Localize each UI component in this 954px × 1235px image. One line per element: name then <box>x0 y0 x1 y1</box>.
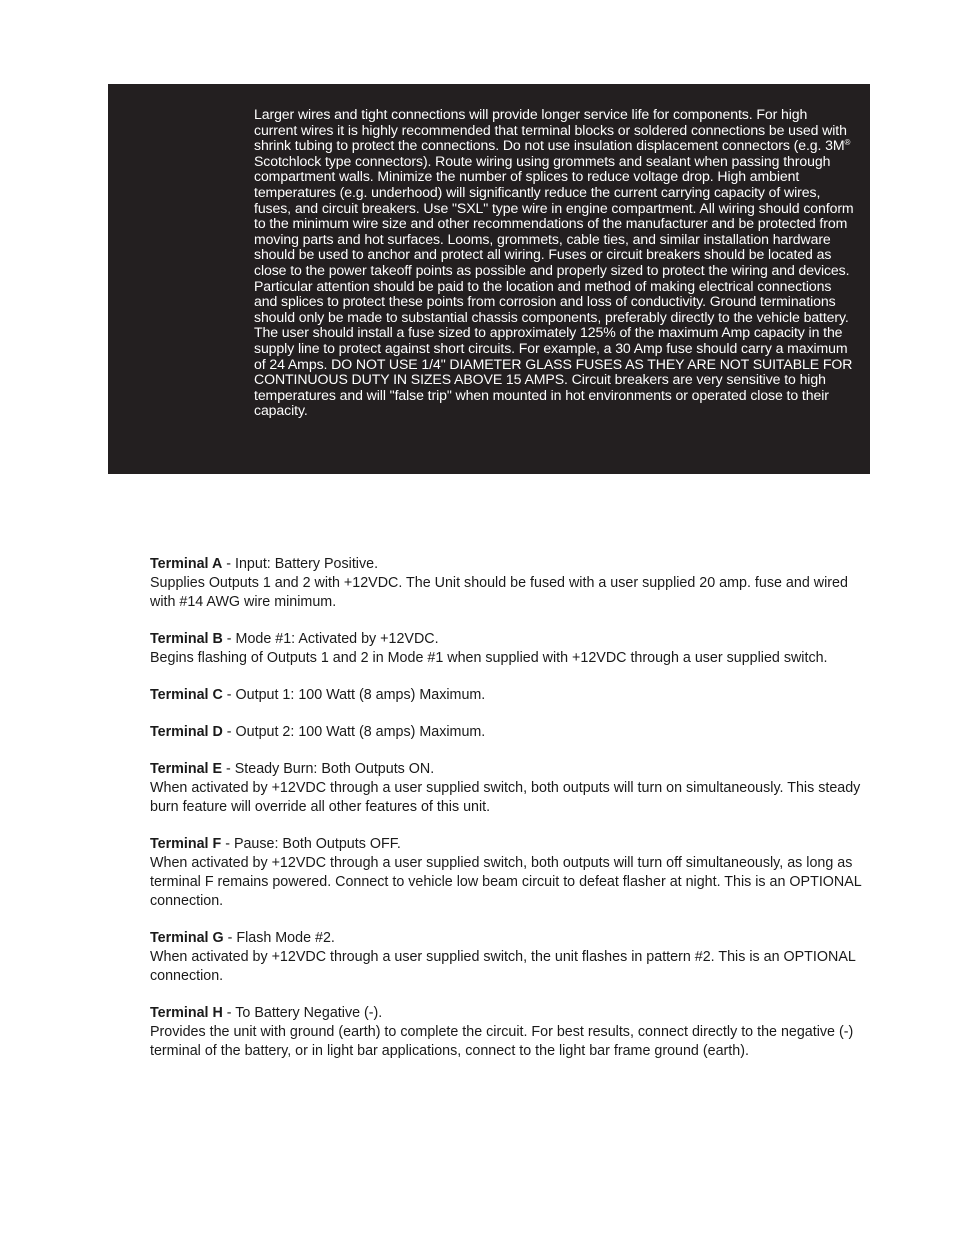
terminal-b-description: Begins flashing of Outputs 1 and 2 in Mode #1 when supplied with +12VDC through a user supplied switch. <box>150 650 828 666</box>
terminal-b-label: Terminal B <box>150 631 223 647</box>
terminal-a-summary: - Input: Battery Positive. <box>222 556 379 572</box>
terminal-d <box>150 723 874 742</box>
terminal-e-description: When activated by +12VDC through a user supplied switch, both outputs will turn on simultaneously. This steady burn feature will override all other features of this unit. <box>150 780 861 815</box>
terminal-d-summary: - Output 2: 100 Watt (8 amps) Maximum. <box>222 724 486 740</box>
terminal-d-heading <box>150 723 874 742</box>
terminal-d-label: Terminal D <box>150 724 223 740</box>
wiring-notice-box <box>108 84 870 474</box>
terminal-f-description: When activated by +12VDC through a user supplied switch, both outputs will turn off simultaneously, as long as terminal F remains powered. Connect to vehicle low beam circuit to defeat flasher at night. This is an OPTIONAL connection. <box>150 855 862 909</box>
terminal-descriptions <box>150 555 874 1061</box>
terminal-g-label: Terminal G <box>150 930 224 946</box>
terminal-h-heading <box>150 1004 874 1023</box>
terminal-g <box>150 929 874 986</box>
terminal-b-summary: - Mode #1: Activated by +12VDC. <box>222 631 439 647</box>
terminal-e-heading <box>150 760 874 779</box>
terminal-g-heading <box>150 929 874 948</box>
terminal-e <box>150 760 874 817</box>
terminal-g-description: When activated by +12VDC through a user supplied switch, the unit flashes in pattern #2. This is an OPTIONAL connection. <box>150 949 856 984</box>
wiring-notice-text <box>254 107 854 419</box>
registered-mark: ® <box>844 138 851 148</box>
terminal-c-summary: - Output 1: 100 Watt (8 amps) Maximum. <box>222 687 486 703</box>
terminal-a-heading <box>150 555 874 574</box>
terminal-e-label: Terminal E <box>150 761 223 777</box>
terminal-a-label: Terminal A <box>150 556 223 572</box>
wiring-notice-text-part-2: Scotchlock type connectors). Route wiring using grommets and sealant when passing through compartment walls. Minimize the number of splices to reduce voltage drop. High ambient temperatures (e.g. underhood) will significantly reduce the current carrying capacity of wires, fuses, and circuit breakers. Use "SXL" type wire in engine compartment. All wiring should conform to the minimum wire size and other recommendations of the manufacturer and be protected from moving parts and hot surfaces. Looms, grommets, cable ties, and similar installation hardware should be used to anchor and protect all wiring. Fuses or circuit breakers should be located as close to the power takeoff points as possible and properly sized to protect the wiring and devices. Particular attention should be paid to the location and method of making electrical connections and splices to protect these points from corrosion and loss of conductivity. Ground terminations should only be made to substantial chassis components, preferably directly to the vehicle battery. The user should install a fuse sized to approximately 125% of the maximum Amp capacity in the supply line to protect against short circuits. For example, a 30 Amp fuse should carry a maximum of 24 Amps. DO NOT USE 1/4" DIAMETER GLASS FUSES AS THEY ARE NOT SUITABLE FOR CONTINUOUS DUTY IN SIZES ABOVE 15 AMPS. Circuit breakers are very sensitive to high temperatures and will "false trip" when mounted in hot environments or operated close to their capacity. <box>254 152 854 419</box>
terminal-h-label: Terminal H <box>150 1005 223 1021</box>
terminal-c-label: Terminal C <box>150 687 223 703</box>
terminal-c-heading <box>150 686 874 705</box>
terminal-f <box>150 835 874 911</box>
terminal-f-heading <box>150 835 874 854</box>
wiring-notice-text-part-1: Larger wires and tight connections will provide longer service life for components. For high current wires it is highly recommended that terminal blocks or soldered connections be used with shrink tubing to protect the connections. Do not use insulation displacement connectors (e.g. 3M <box>254 106 847 154</box>
terminal-h-summary: - To Battery Negative (-). <box>222 1005 383 1021</box>
terminal-e-summary: - Steady Burn: Both Outputs ON. <box>222 761 435 777</box>
terminal-c <box>150 686 874 705</box>
terminal-b <box>150 630 874 668</box>
terminal-g-summary: - Flash Mode #2. <box>223 930 335 946</box>
terminal-a-description: Supplies Outputs 1 and 2 with +12VDC. The Unit should be fused with a user supplied 20 amp. fuse and wired with #14 AWG wire minimum. <box>150 575 848 610</box>
terminal-f-label: Terminal F <box>150 836 222 852</box>
terminal-f-summary: - Pause: Both Outputs OFF. <box>221 836 401 852</box>
terminal-b-heading <box>150 630 874 649</box>
terminal-h-description: Provides the unit with ground (earth) to complete the circuit. For best results, connect directly to the negative (-) terminal of the battery, or in light bar applications, connect to the light bar frame ground (earth). <box>150 1024 854 1059</box>
terminal-h <box>150 1004 874 1061</box>
terminal-a <box>150 555 874 612</box>
